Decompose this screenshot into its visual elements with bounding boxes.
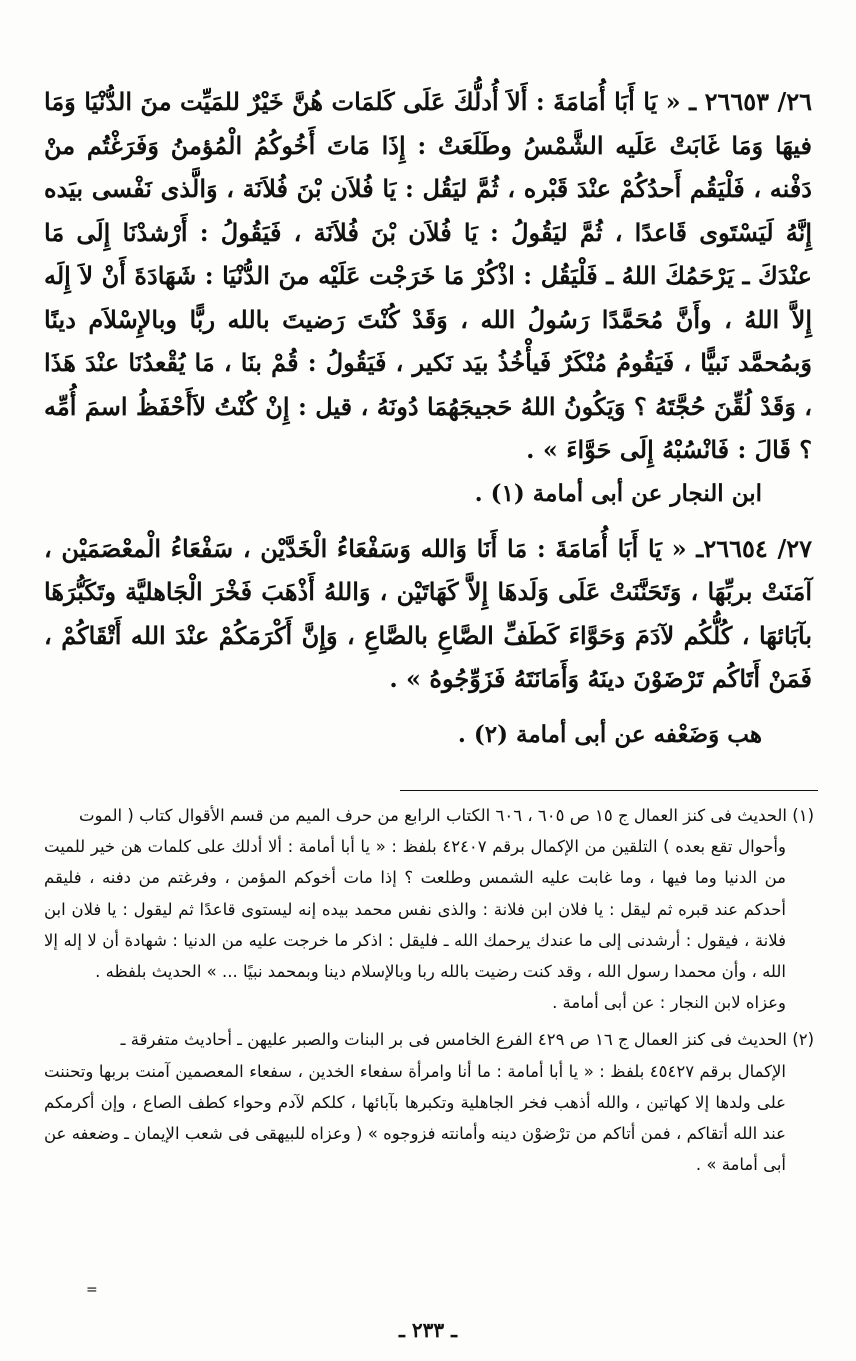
footnotes	[44, 800, 814, 1180]
main-text	[44, 80, 812, 756]
footnote-1-attribution: وعزاه لابن النجار : عن أبى أمامة .	[552, 993, 786, 1013]
footnote-1-body: وأحوال تقع بعده ) التلقين من الإكمال برقم ٤٢٤٠٧ بلفظ : « يا أبا أمامة : ألا أدلك على كلمات هن خير للميت من الدنيا وما فيها ، وما غابت عليه الشمس وطلعت ؟ إذا مات أخوكم المؤمن ، وفرغتم من دفنه ، فليقم أحدكم عند قبره ثم ليقل : يا فلان ابن فلانة : والذى نفس محمد بيده إنه ليستوى قاعدًا ثم ليقول : يا فلان ابن فلانة ، فيقول : أرشدنى إلى ما عندك يرحمك الله ـ فليقل : اذكر ما خرجت عليه من الدنيا : شهادة أن لا إله إلا الله ، وأن محمدا رسول الله ، وقد كنت رضيت بالله ربا وبالإسلام دينا وبمحمد نبيًا ... » الحديث بلفظه .	[44, 837, 786, 982]
footnote-2-lead: (٢) الحديث فى كنز العمال ج ١٦ ص ٤٢٩ الفرع الخامس فى بر البنات والصبر عليهن ـ أحاديث متفرقة ـ	[120, 1030, 814, 1050]
margin-mark: =	[86, 1282, 98, 1298]
footnote-1-lead: (١) الحديث فى كنز العمال ج ١٥ ص ٦٠٥ ، ٦٠٦ الكتاب الرابع من حرف الميم من قسم الأقوال كتاب ( الموت	[78, 806, 814, 825]
hadith-26653: ٢٦/ ٢٦٦٥٣ ـ « يَا أَبَا أُمَامَةَ : أَلاَ أُدلُّكَ عَلَى كَلمَات هُنَّ خَيْرٌ للمَيِّت منَ الدُّنْيَا وَمَا فيهَا وَمَا غَابَتْ عَلَيه الشَّمْسُ وطَلَعَتْ : إِذَا مَاتَ أَخُوكُمُ الْمُؤمنُ وَفَرَغْتُم منْ دَفْنه ، فَلْيَقُم أَحدُكُمْ عنْدَ قَبْره ، ثُمَّ ليَقُل : يَا فُلاَن بْنَ فُلاَنَة ، وَالَّذى نَفْسى بيَده إِنَّهُ لَيَسْتَوى قَاعدًا ، ثُمَّ ليَقُولُ : يَا فُلاَن بْنَ فُلاَنَة ، فَيَقُولُ : أَرْشدْنَا إِلَى مَا عنْدَكَ ـ يَرْحَمُكَ اللهُ ـ فَلْيَقُل : اذْكُرْ مَا خَرَجْت عَلَيْه منَ الدُّنْيَا : شَهَادَةَ أَنْ لاَ إِلَه إِلاَّ اللهُ ، وأَنَّ مُحَمَّدًا رَسُولُ الله ، وَقَدْ كُنْتَ رَضيتَ بالله ربًّا وبالإِسْلاَم دينًا وَبمُحمَّد نَبيًّا ، فَيَقُومُ مُنْكَرٌ فَيأْخُذُ بيَد نَكير ، فَيَقُولُ : قُمْ بنَا ، مَا يُقْعدُنَا عنْدَ هَذَا ، وَقَدْ لُقِّنَ حُجَّتَهُ ؟ وَيَكُونُ اللهُ حَجيجَهُمَا دُونَهُ ، قيل : إِنْ كُنْتُ لاَأَحْفَظُ اسمَ أُمِّه ؟ قَالَ : فَانْسُبْهُ إِلَى حَوَّاءَ » .	[44, 87, 813, 464]
footnote-2-body: الإكمال برقم ٤٥٤٢٧ بلفظ : « يا أبا أمامة : ما أنا وامرأة سفعاء الخدين ، سفعاء المعصمين آمنت بربها وتحننت على ولدها إلا كهاتين ، والله أذهب فخر الجاهلية وتكبرها بآبائها ، كلكم لآدم وحواء كطف الصاع ، وإن أكرمكم عند الله أتقاكم ، فمن أتاكم من ترْضوْن دينه وأمانته فزوجوه » ( وعزاه للبيهقى فى شعب الإيمان ـ وضعفه عن أبى أمامة » .	[44, 1061, 786, 1175]
hadith-source: ابن النجار عن أبى أمامة (١) .	[474, 479, 762, 507]
page-number: ـ ٢٣٣ ـ	[399, 1318, 457, 1342]
hadith-26654: ٢٧/ ٢٦٦٥٤ـ « يَا أَبَا أُمَامَةَ : مَا أَنَا وَالله وَسَفْعَاءُ الْخَدَّيْن ، سَفْعَاءُ الْمعْصَمَيْن ، آمَنَتْ بربِّهَا ، وَتَحَنَّنَتْ عَلَى وَلَدهَا إِلاَّ كَهَاتَيْن ، وَاللهُ أَذْهَبَ فَخْرَ الْجَاهليَّة وتَكَبُّرَهَا بآبَائهَا ، كُلُّكُم لآدَمَ وَحَوَّاءَ كَطَفِّ الصَّاعِ بالصَّاعِ ، وَإِنَّ أَكْرَمَكُمْ عنْدَ الله أَتْقَاكُمْ ، فَمَنْ أَتَاكُم تَرْضَوْنَ دينَهُ وَأَمَانَتَهُ فَزَوِّجُوهُ » .	[44, 533, 813, 693]
footnote-separator	[400, 790, 818, 791]
hadith-source: هب وَضَعْفه عن أبى أمامة (٢) .	[457, 720, 762, 748]
